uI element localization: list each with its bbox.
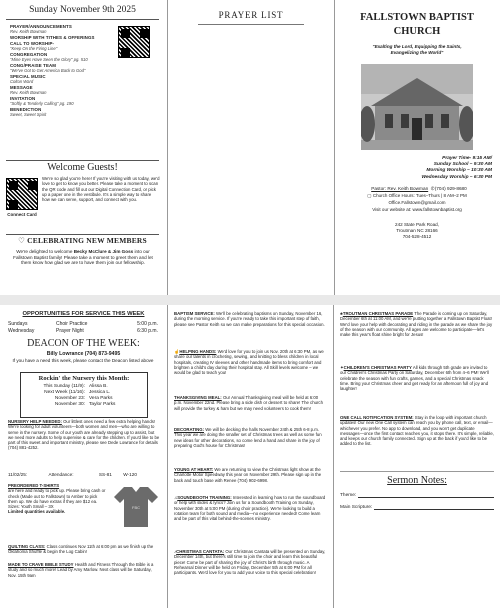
prayer-list-panel <box>167 0 335 295</box>
order-item-detail: Colton Ward <box>10 79 34 84</box>
office-icon: ▢ <box>367 193 372 198</box>
address-line: Troutman NC 28166 <box>396 228 438 233</box>
bible-text: Health and Fitness Through the Bible is a study and so much more! Lead by Amy Marlow. Next class will be Saturday, Nov. 15th 9am <box>8 562 154 578</box>
nursery-volunteer: Vera Parks <box>89 396 113 401</box>
order-item-detail: "Mine Eyes Have Seen the Glory" pg. 510 <box>10 57 88 62</box>
young-at-heart-section <box>174 467 327 483</box>
quilting-section <box>8 544 160 555</box>
cantata-head: CHRISTMAS CANTATA: <box>176 549 225 554</box>
scripture-row <box>340 505 494 510</box>
nursery-week: Next Week (11/16): <box>44 390 85 395</box>
order-item-detail: "We've Got to Get America Back to God" <box>10 68 86 73</box>
prayer-title-underline <box>198 24 304 25</box>
notify-head: ONE CALL NOTIFICATION SYSTEM: <box>340 415 414 420</box>
church-phone: (704) 929-8680 <box>434 186 467 191</box>
opportunity-day: Wednesday <box>8 328 35 334</box>
nursery-week: November 23: <box>54 396 85 401</box>
office-hours-row <box>334 193 500 199</box>
nursery-help <box>8 419 160 451</box>
nursery-box <box>20 372 148 418</box>
pastor-line <box>338 186 500 192</box>
office-hours: Church Office Hours: Tues–Thurs | 8 AM–2 PM <box>372 193 467 198</box>
service-time: Wednesday Worship – 6:30 PM <box>421 174 492 180</box>
attendance-label: Attendance: <box>48 472 74 477</box>
quilt-head: QUILTING CLASS: <box>8 544 46 549</box>
opportunity-what: Choir Practice <box>56 321 88 327</box>
party-head: CHILDREN'S CHRISTMAS PARTY <box>343 365 412 370</box>
announcements-left-panel <box>0 305 168 608</box>
prayer-list-title: PRAYER LIST <box>218 10 284 20</box>
deacon-name: Billy Lowrance (704) 873-9495 <box>46 351 121 357</box>
new-member-names: Becky McClure & Jim Goss <box>73 249 134 254</box>
order-item <box>10 96 110 106</box>
music-icon: ♫ <box>174 495 178 500</box>
phone-icon: ✆ <box>430 186 435 191</box>
tree-icon: ♣ <box>340 311 343 316</box>
nursery-volunteer: Jessica L. <box>89 390 111 395</box>
nursery-week: This Sunday (11/9): <box>43 384 85 389</box>
opportunity-what: Prayer Night <box>56 328 84 334</box>
order-item <box>10 24 110 34</box>
order-item-detail: Rev. Keith Bowman <box>10 29 47 34</box>
theme-row <box>340 493 494 498</box>
tshirt-logo: FBC <box>132 505 140 510</box>
helping-hands-section <box>174 349 327 375</box>
bible-head: MADE TO CRAVE BIBLE STUDY <box>8 562 74 567</box>
order-item-detail: Rev. Keith Bowman <box>10 90 47 95</box>
attendance-date: 11/02/25: <box>8 472 28 477</box>
order-item-title: CONG/PRAISE TEAM <box>10 63 56 68</box>
bulletin-outside <box>0 0 500 295</box>
church-name-line1: FALLSTOWN BAPTIST <box>360 12 474 23</box>
order-item-detail: "Softly & Tenderly Calling" pg. 190 <box>10 101 74 106</box>
young-text: We are returning to view the Christmas light show at the Charlotte Motor Speedway this year on November 29th. Please sign up in the back and touch base with Renee (704) 902-6998. <box>174 467 322 483</box>
church-address <box>334 222 500 240</box>
heart-icon: ♡ <box>18 236 26 245</box>
parade-head: TROUTMAN CHRISTMAS PARADE <box>342 311 414 316</box>
notes-divider <box>340 471 494 472</box>
announcements-middle-panel <box>168 305 334 608</box>
tshirt-text: are here and ready to pick up. Please bring cash or check (Made out to Fallstown) to Amber to pick them up. We do have extras if they are $12 ea. Sizes: Youth Small – 3X <box>8 488 106 510</box>
welcome-divider <box>6 160 159 161</box>
order-item-title: CALL TO WORSHIP- <box>10 41 55 46</box>
members-divider <box>6 234 159 235</box>
deacon-title: DEACON OF THE WEEK: <box>27 338 140 349</box>
parade-text: The Parade is coming up on Saturday, December 6th at 11:00 AM, and we're putting together a Fallstown Baptist Float! We'd love your help with decorating and riding in the parade as we share the joy of the season with our community. All ages are welcome to participate—let's make this year's float shine bright for Jesus! <box>340 311 493 338</box>
service-time: Morning Worship – 10:30 AM <box>426 168 492 174</box>
gift-icon: ✦ <box>340 365 344 370</box>
sound-text: Interested in learning how to run the soundboard or help with slides & lyrics? Join us for a Soundbooth Training on Sunday, November 30th at 5:00 PM (during choir practice). We're looking to build a rotation team for both sound and media—no experience needed! Come learn and be part of this vital behind-the-scenes ministry. <box>174 495 326 522</box>
decor-text: We will be decking the halls November 24th & 25th 6-8 p.m. This year we are doing the smaller set of Christmas trees as well as some fun new ideas for other decorations, so come lend a hand and share in the joy of preparing God's house for Christmas! <box>174 427 322 448</box>
opportunity-row <box>8 328 158 335</box>
tshirt-head: PREORDERED T-SHIRTS <box>8 483 60 488</box>
pastor: Pastor: Rev. Keith Bowman <box>371 186 429 191</box>
members-title: CELEBRATING NEW MEMBERS <box>27 236 147 245</box>
sound-head: SOUNDBOOTH TRAINING: <box>177 495 232 500</box>
theme-field[interactable] <box>358 493 494 498</box>
sermon-notes-title: Sermon Notes: <box>387 475 447 486</box>
nursery-volunteer: Taylor Parks <box>89 402 116 407</box>
order-of-service-panel <box>0 0 165 295</box>
attendance-w: W-120 <box>123 472 137 477</box>
order-item-title: PRAYER/ANNOUNCEMENTS <box>10 24 72 29</box>
tshirt-limited: Limited quantities available. <box>8 509 66 515</box>
order-item-title: CONGREGATION <box>10 52 48 57</box>
church-email: Office.Fallstown@gmail.com <box>388 200 446 205</box>
baptism-section <box>174 311 327 327</box>
hands-head: HELPING HANDS: <box>179 349 217 354</box>
order-item <box>10 52 110 62</box>
service-time: Sunday School – 9:30 AM <box>433 162 492 168</box>
soundbooth-section <box>174 495 327 521</box>
scripture-field[interactable] <box>374 505 494 510</box>
cantata-text: Our Christmas Cantata will be presented on Sunday, December 14th, but there's still time to join the choir and learn this beautiful piece! Come be part of sharing the joy of Christ's birth through music. A Rehearsal Dinner will be held on Friday, December 5th at 6:00 PM for all participants. We'd love for you to add your voice to this special celebration! <box>174 549 326 576</box>
notify-text: Stay in the loop with important church updates! Our new One Call system can reach you by phone call, text, or email—whichever you prefer. No app to download, and you won't get duplicate messages—once the first contact reaches you, it stops there. It's simple, reliable, and keeps our church family connected. Sign up at the back if you'd like to be added to the list. <box>340 415 494 447</box>
church-building-photo <box>361 64 473 150</box>
deacon-note: If you have a need this week, please contact the Deacon listed above <box>12 358 154 363</box>
order-item-title: INVITATION <box>10 96 36 101</box>
order-item <box>10 41 110 51</box>
notification-section <box>340 415 494 447</box>
order-list <box>0 24 110 118</box>
attendance-row <box>8 472 160 477</box>
order-item <box>10 74 110 84</box>
announcements-right-panel <box>334 305 500 608</box>
service-date: Sunday November 9th 2025 <box>29 5 136 15</box>
order-item-title: MESSAGE <box>10 85 33 90</box>
tshirt-section <box>8 483 106 515</box>
order-item-title: WORSHIP WITH TITHES & OFFERINGS <box>10 35 95 40</box>
cover-panel <box>334 0 500 295</box>
order-item <box>10 107 110 117</box>
members-text-pre: We're delighted to welcome <box>16 249 74 254</box>
connect-card-qr <box>6 178 38 210</box>
order-item-detail: Sweet, Sweet Spirit <box>10 112 47 117</box>
hands-text: We'd love for you to join us Nov. 20th at 6:30 PM, as we share our talents in crocheting, sewing, and knitting to bless children in local hospitals, creating IV sleeves and other handmade items to bring comfort and brighten a child's day during their hospital stay. All Skill levels welcome – we would be glad to teach you! <box>174 349 324 376</box>
church-name-line2: CHURCH <box>393 26 441 37</box>
decor-head: DECORATING: <box>174 427 204 432</box>
nursery-volunteer: Alissa B. <box>89 384 108 389</box>
order-item-title: SPECIAL MUSIC <box>10 74 46 79</box>
members-title-row <box>0 236 165 245</box>
nursery-row <box>21 402 147 408</box>
attendance-ss: SS-81 <box>98 472 112 477</box>
date-divider <box>6 19 159 20</box>
nursery-help-head: NURSERY HELP NEEDED: <box>8 419 62 424</box>
nursery-help-text: Our littlest ones need a few extra helping hands! We're looking for adult volunteers—both women and men—who are willing to serve in the nursery. Some of our youth are already stepping up to assist, but we need more adults to help supervise & care for the children. If you'd like to be part of this sweet and important ministry, please see Dede Lowrance for details (704) 881-4252. <box>8 419 160 451</box>
opportunity-time: 6:30 p.m. <box>137 328 158 334</box>
tshirt-image <box>112 485 160 529</box>
bible-study-section <box>8 562 160 578</box>
quilt-text: Class continues Nov 11th at 6:00 pm as we finish up the Oklahoma Shuffle & begin the Log Cabin! <box>8 544 154 555</box>
opportunity-row <box>8 321 158 328</box>
nursery-week: November 30: <box>54 402 85 407</box>
opportunity-day: Sundays <box>8 321 28 327</box>
parade-section <box>340 311 494 337</box>
order-item-title: BENEDICTION <box>10 107 42 112</box>
order-item <box>10 85 110 95</box>
nursery-schedule <box>21 384 147 408</box>
order-item <box>10 63 110 73</box>
scripture-label: Main Scripture: <box>340 505 373 510</box>
qr-code-top <box>118 26 150 58</box>
members-text-post: into our Fallstown Baptist family! Please take a moment to greet them and let them know how glad we are to have them join our fellowship. <box>13 249 153 266</box>
welcome-text: We're so glad you're here! If you're visiting with us today, we'd love to get to know you better. Please take a moment to scan the QR code and fill out our Digital Connection Card, or pick up a paper one in the vestibule. It's a simple way to share how we can serve, support, and connect with you. <box>42 176 160 203</box>
decorating-section <box>174 427 327 448</box>
welcome-title: Welcome Guests! <box>47 162 118 173</box>
order-item <box>10 35 110 40</box>
note-icon: ♪ <box>174 549 177 554</box>
party-text: All kids through 5th grade are invited to our Children's Christmas Party on Saturday, December 6th from 4–6 PM! We'll celebrate the season with fun crafts, games, and a special Christmas snack time. Bring your Christmas cheer and get ready for an afternoon full of joy and laughter! <box>340 365 489 392</box>
bulletin-inside <box>0 305 500 608</box>
members-text <box>8 249 158 266</box>
opportunities-list <box>8 321 158 335</box>
service-times <box>334 156 492 181</box>
service-time: Prayer Time- 9:15 AM/ <box>442 156 492 161</box>
thanks-head: THANKSGIVING MEAL: <box>174 395 222 400</box>
party-section <box>340 365 494 391</box>
church-website[interactable]: Visit our website at: www.fallstownbaptist.org <box>372 207 462 212</box>
hands-icon: ☝ <box>174 349 180 354</box>
theme-label: Theme: <box>340 493 357 498</box>
order-item-detail: "Keep On the Firing Line" <box>10 46 58 51</box>
young-head: YOUNG AT HEART: <box>174 467 214 472</box>
thanks-text: Our Annual Thanksgiving meal will be held at 6:00 p.m. November 22nd. Please bring a side dish or dessert to share! The church will provide the turkey & ham but we may need volunteers to cook them! <box>174 395 323 411</box>
cantata-section <box>174 549 327 575</box>
address-line: 704-528-4512 <box>402 234 432 239</box>
opportunities-title: OPPORTUNITIES FOR SERVICE THIS WEEK <box>22 311 145 317</box>
connect-card-label: Connect Card <box>7 212 37 217</box>
baptism-head: BAPTISM SERVICE: <box>174 311 215 316</box>
thanksgiving-section <box>174 395 327 411</box>
baptism-text: We'll be celebrating baptisms on Sunday, November 16, during the morning service. If you're ready to take this important step of faith, please see Pastor Keith so we can make preparations for this special occasion. <box>174 311 325 327</box>
nursery-title: Rockin' the Nursery this Month: <box>38 375 130 382</box>
opportunity-time: 5:00 p.m. <box>137 321 158 327</box>
address-line: 242 State Park Road, <box>395 222 439 227</box>
church-tagline: "Exalting the Lord, Equipping the Saints, Evangelizing the World" <box>372 44 462 55</box>
